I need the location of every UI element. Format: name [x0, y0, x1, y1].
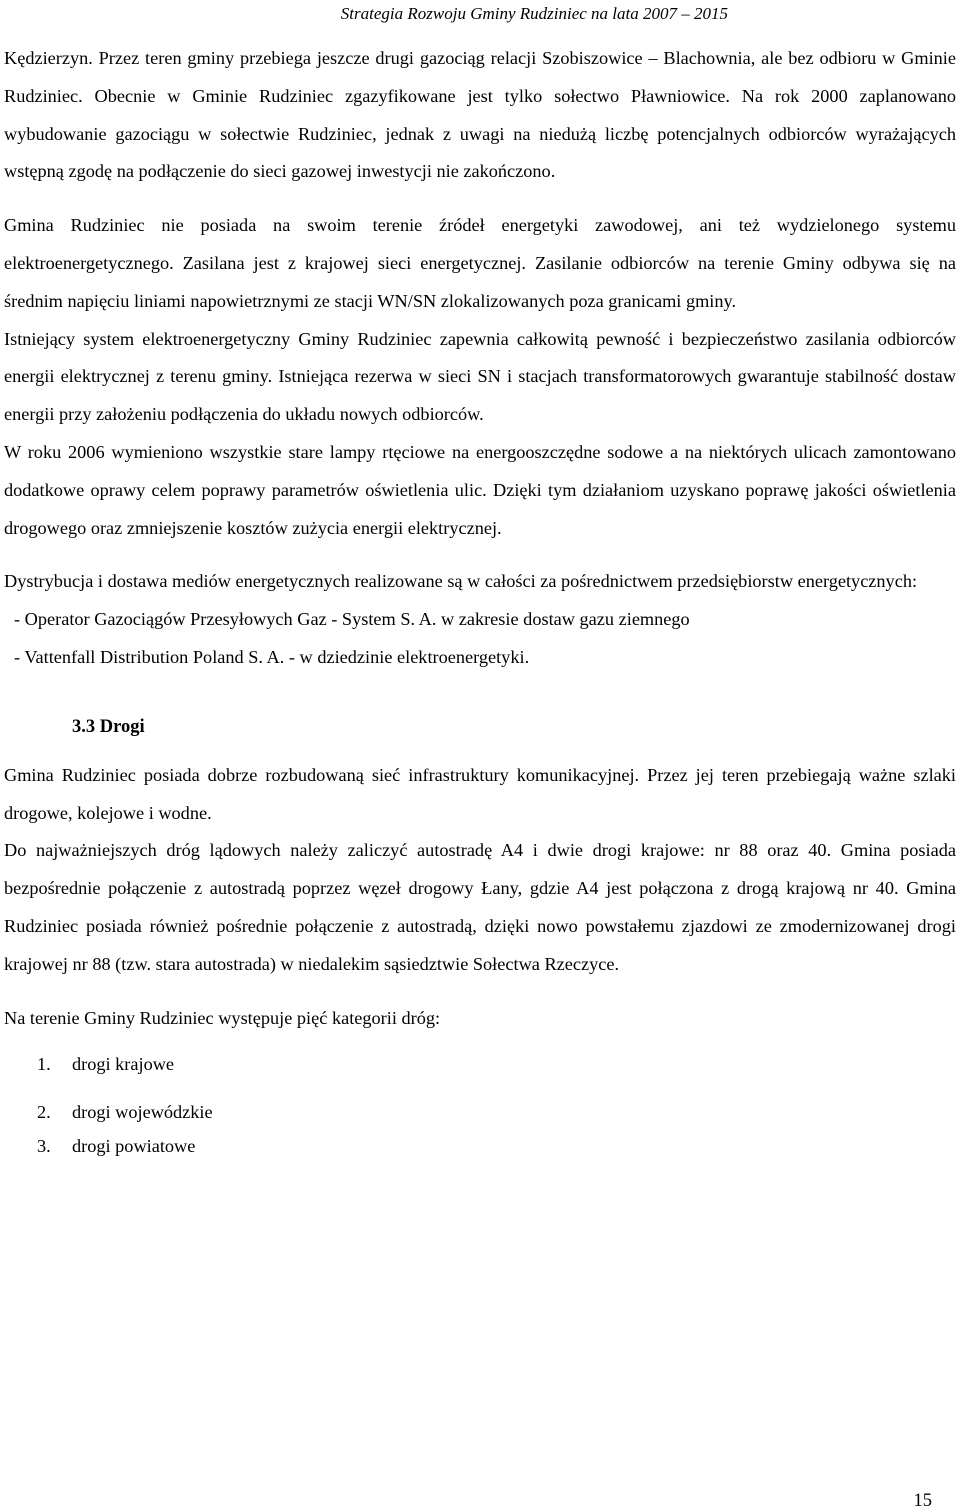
list-label: drogi wojewódzkie [72, 1102, 213, 1123]
list-item: - Vattenfall Distribution Poland S. A. - w dziedzinie elektroenergetyki. [14, 646, 530, 667]
paragraph-power-system: Istniejący system elektroenergetyczny Gminy Rudziniec zapewnia całkowitą pewność i bezpieczeństwo zasilania odbiorców energii elektrycznej z terenu gminy. Istniejąca rezerwa w sieci SN i stacjach transformatorowych gwarantuje stabilność dostaw energii przy założeniu podłączenia do układu nowych odbiorców. [4, 328, 956, 425]
list-number: 2. [37, 1102, 51, 1123]
paragraph-distribution: Dystrybucja i dostawa mediów energetycznych realizowane są w całości za pośrednictwem przedsiębiorstw energetycznych: [4, 571, 918, 592]
list-item [4, 1095, 956, 1129]
paragraph-street-lighting: W roku 2006 wymieniono wszystkie stare lampy rtęciowe na energooszczędne sodowe a na niektórych ulicach zamontowano dodatkowe oprawy celem poprawy parametrów oświetlenia ulic. Dzięki tym działaniom uzyskano poprawę jakości oświetlenia drogowego oraz zmniejszenie kosztów zużycia energii elektrycznej. [4, 441, 956, 538]
section-heading: 3.3 Drogi [72, 716, 145, 737]
document-body [4, 40, 956, 1163]
page-header [0, 0, 960, 30]
page-number: 15 [913, 1491, 932, 1511]
list-label: drogi powiatowe [72, 1136, 196, 1157]
list-item [4, 1047, 956, 1081]
paragraph-roads-intro: Gmina Rudziniec posiada dobrze rozbudowaną sieć infrastruktury komunikacyjnej. Przez jej teren przebiegają ważne szlaki drogowe, kolejowe i wodne. [4, 764, 956, 823]
list-item: - Operator Gazociągów Przesyłowych Gaz - System S. A. w zakresie dostaw gazu ziemnego [14, 609, 690, 630]
list-label: drogi krajowe [72, 1054, 175, 1075]
header-title: Strategia Rozwoju Gminy Rudziniec na lata 2007 – 2015 [340, 4, 728, 23]
list-number: 3. [37, 1136, 51, 1157]
road-category-list [4, 1047, 956, 1163]
paragraph-main-roads: Do najważniejszych dróg lądowych należy zaliczyć autostradę A4 i dwie drogi krajowe: nr 88 oraz 40. Gmina posiada bezpośrednie połączenie z autostradą poprzez węzeł drogowy Łany, gdzie A4 jest połączona z drogą krajową nr 40. Gmina Rudziniec posiada również pośrednie połączenie z autostradą, dzięki nowo powstałemu zjazdowi ze zmodernizowanej drogi krajowej nr 88 (tzw. stara autostrada) w niedalekim sąsiedztwie Sołectwa Rzeczyce. [4, 840, 956, 974]
paragraph-road-categories: Na terenie Gminy Rudziniec występuje pięć kategorii dróg: [4, 1007, 441, 1028]
list-item [4, 1129, 956, 1163]
paragraph-energy-sources: Gmina Rudziniec nie posiada na swoim terenie źródeł energetyki zawodowej, ani też wydzielonego systemu elektroenergetycznego. Zasilana jest z krajowej sieci energetycznej. Zasilanie odbiorców na terenie Gminy odbywa się na średnim napięciu liniami napowietrznymi ze stacji WN/SN zlokalizowanych poza granicami gminy. [4, 215, 956, 311]
paragraph-gas-network: Kędzierzyn. Przez teren gminy przebiega jeszcze drugi gazociąg relacji Szobiszowice – Blachownia, ale bez odbioru w Gminie Rudziniec. Obecnie w Gminie Rudziniec zgazyfikowane jest tylko sołectwo Pławniowice. Na rok 2000 zaplanowano wybudowanie gazociągu w sołectwie Rudziniec, jednak z uwagi na niedużą liczbę potencjalnych odbiorców wyrażających wstępną zgodę na podłączenie do sieci gazowej inwestycji nie zakończono. [4, 48, 956, 182]
list-number: 1. [37, 1054, 51, 1075]
